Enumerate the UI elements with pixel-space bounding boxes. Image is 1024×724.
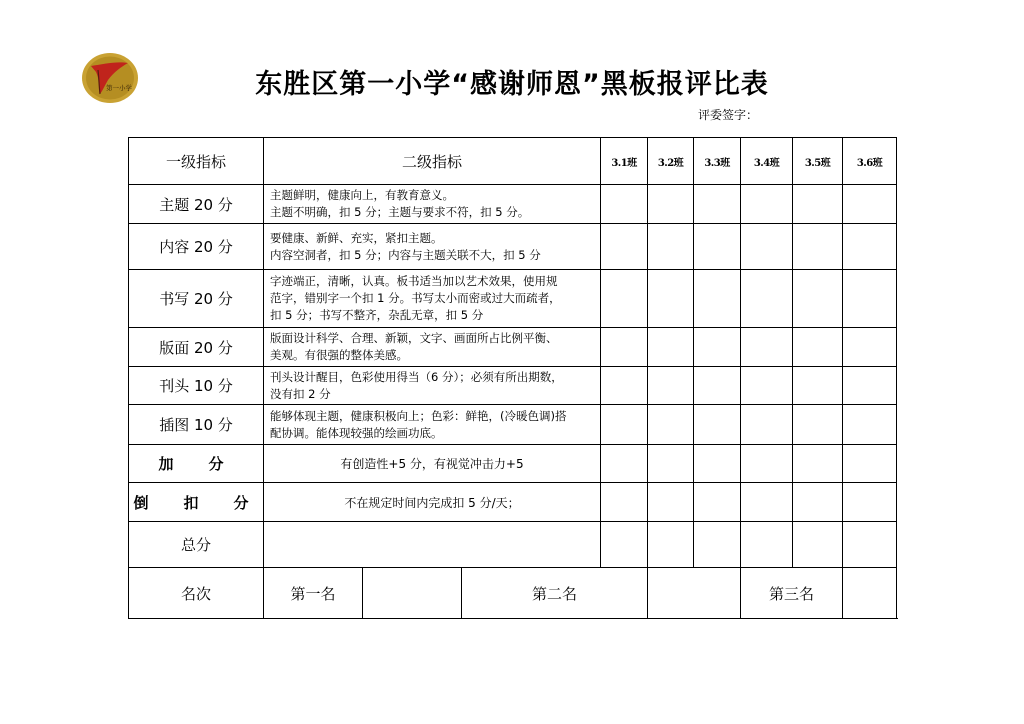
judge-signature-label: 评委签字： bbox=[698, 108, 759, 122]
score-cell[interactable] bbox=[648, 224, 694, 270]
header-class-3-5: 3.5班 bbox=[793, 138, 843, 185]
score-cell[interactable] bbox=[694, 270, 741, 328]
score-cell[interactable] bbox=[793, 328, 843, 367]
score-cell[interactable] bbox=[741, 185, 793, 224]
score-cell[interactable] bbox=[601, 185, 648, 224]
ranking-label: 名次 bbox=[129, 568, 264, 619]
score-cell[interactable] bbox=[694, 224, 741, 270]
score-cell[interactable] bbox=[601, 367, 648, 405]
score-cell[interactable] bbox=[843, 224, 897, 270]
score-cell[interactable] bbox=[648, 522, 694, 568]
score-cell[interactable] bbox=[648, 483, 694, 522]
score-cell[interactable] bbox=[601, 483, 648, 522]
bonus-row bbox=[129, 445, 897, 483]
criterion-description: 版面设计科学、合理、新颖，文字、画面所占比例平衡、 美观。有很强的整体美感。 bbox=[264, 328, 601, 367]
criterion-row-theme bbox=[129, 185, 897, 224]
evaluation-table bbox=[128, 137, 897, 619]
score-cell[interactable] bbox=[601, 224, 648, 270]
score-cell[interactable] bbox=[793, 185, 843, 224]
score-cell[interactable] bbox=[741, 328, 793, 367]
score-cell[interactable] bbox=[843, 405, 897, 445]
score-cell[interactable] bbox=[793, 483, 843, 522]
score-cell[interactable] bbox=[843, 483, 897, 522]
header-class-3-4: 3.4班 bbox=[741, 138, 793, 185]
score-cell[interactable] bbox=[843, 445, 897, 483]
score-cell[interactable] bbox=[741, 522, 793, 568]
score-cell[interactable] bbox=[741, 445, 793, 483]
score-cell[interactable] bbox=[648, 367, 694, 405]
criterion-description: 能够体现主题，健康积极向上；色彩：鲜艳，(冷暖色调)搭 配协调。能体现较强的绘画功底。 bbox=[264, 405, 601, 445]
score-cell[interactable] bbox=[793, 405, 843, 445]
score-cell[interactable] bbox=[793, 445, 843, 483]
criterion-description: 主题鲜明，健康向上，有教育意义。 主题不明确，扣 5 分；主题与要求不符，扣 5 分。 bbox=[264, 185, 601, 224]
first-place-label: 第一名 bbox=[264, 568, 363, 619]
score-cell[interactable] bbox=[694, 328, 741, 367]
header-class-3-1: 3.1班 bbox=[601, 138, 648, 185]
total-label: 总分 bbox=[129, 522, 264, 568]
criterion-name: 版面 20 分 bbox=[129, 328, 264, 367]
score-cell[interactable] bbox=[741, 483, 793, 522]
score-cell[interactable] bbox=[694, 445, 741, 483]
criterion-name: 刊头 10 分 bbox=[129, 367, 264, 405]
score-cell[interactable] bbox=[648, 185, 694, 224]
total-description bbox=[264, 522, 601, 568]
score-cell[interactable] bbox=[694, 367, 741, 405]
criterion-name: 主题 20 分 bbox=[129, 185, 264, 224]
criterion-row-masthead bbox=[129, 367, 897, 405]
header-level1: 一级指标 bbox=[129, 138, 264, 185]
score-cell[interactable] bbox=[843, 185, 897, 224]
criterion-row-layout bbox=[129, 328, 897, 367]
score-cell[interactable] bbox=[694, 522, 741, 568]
score-cell[interactable] bbox=[694, 483, 741, 522]
criterion-description: 字迹端正，清晰，认真。板书适当加以艺术效果，使用规 范字，错别字一个扣 1 分。书写太小而密或过大而疏者， 扣 5 分；书写不整齐，杂乱无章，扣 5 分 bbox=[264, 270, 601, 328]
score-cell[interactable] bbox=[843, 270, 897, 328]
criterion-name: 内容 20 分 bbox=[129, 224, 264, 270]
score-cell[interactable] bbox=[601, 445, 648, 483]
score-cell[interactable] bbox=[601, 405, 648, 445]
criterion-name: 插图 10 分 bbox=[129, 405, 264, 445]
score-cell[interactable] bbox=[601, 270, 648, 328]
first-place-cell[interactable] bbox=[363, 568, 462, 619]
score-cell[interactable] bbox=[843, 328, 897, 367]
score-cell[interactable] bbox=[741, 405, 793, 445]
score-cell[interactable] bbox=[793, 270, 843, 328]
criterion-description: 要健康、新鲜、充实，紧扣主题。 内容空洞者，扣 5 分；内容与主题关联不大，扣 5 分 bbox=[264, 224, 601, 270]
score-cell[interactable] bbox=[793, 522, 843, 568]
header-class-3-3: 3.3班 bbox=[694, 138, 741, 185]
header-class-3-6: 3.6班 bbox=[843, 138, 897, 185]
score-cell[interactable] bbox=[793, 224, 843, 270]
criterion-row-writing bbox=[129, 270, 897, 328]
header-class-3-2: 3.2班 bbox=[648, 138, 694, 185]
deduct-label: 倒 扣 分 bbox=[129, 483, 264, 522]
score-cell[interactable] bbox=[741, 224, 793, 270]
score-cell[interactable] bbox=[648, 328, 694, 367]
criterion-row-content bbox=[129, 224, 897, 270]
header-level2: 二级指标 bbox=[264, 138, 601, 185]
header-row bbox=[129, 138, 897, 185]
score-cell[interactable] bbox=[648, 445, 694, 483]
score-cell[interactable] bbox=[793, 367, 843, 405]
svg-text:第一小学: 第一小学 bbox=[106, 84, 132, 92]
score-cell[interactable] bbox=[648, 405, 694, 445]
score-cell[interactable] bbox=[741, 270, 793, 328]
score-cell[interactable] bbox=[601, 522, 648, 568]
score-cell[interactable] bbox=[694, 185, 741, 224]
criterion-description: 刊头设计醒目，色彩使用得当（6 分）；必须有所出期数， 没有扣 2 分 bbox=[264, 367, 601, 405]
criterion-name: 书写 20 分 bbox=[129, 270, 264, 328]
second-place-cell[interactable] bbox=[648, 568, 741, 619]
deduct-row bbox=[129, 483, 897, 522]
total-row bbox=[129, 522, 897, 568]
third-place-label: 第三名 bbox=[741, 568, 843, 619]
bonus-description: 有创造性+5 分，有视觉冲击力+5 bbox=[264, 445, 601, 483]
criterion-row-illustration bbox=[129, 405, 897, 445]
score-cell[interactable] bbox=[648, 270, 694, 328]
bonus-label: 加 分 bbox=[129, 445, 264, 483]
third-place-cell[interactable] bbox=[843, 568, 897, 619]
score-cell[interactable] bbox=[843, 367, 897, 405]
deduct-description: 不在规定时间内完成扣 5 分/天； bbox=[264, 483, 601, 522]
score-cell[interactable] bbox=[741, 367, 793, 405]
score-cell[interactable] bbox=[601, 328, 648, 367]
score-cell[interactable] bbox=[694, 405, 741, 445]
score-cell[interactable] bbox=[843, 522, 897, 568]
second-place-label: 第二名 bbox=[462, 568, 648, 619]
page-title: 东胜区第一小学“感谢师恩”黑板报评比表 bbox=[255, 69, 769, 100]
ranking-row bbox=[129, 568, 897, 619]
